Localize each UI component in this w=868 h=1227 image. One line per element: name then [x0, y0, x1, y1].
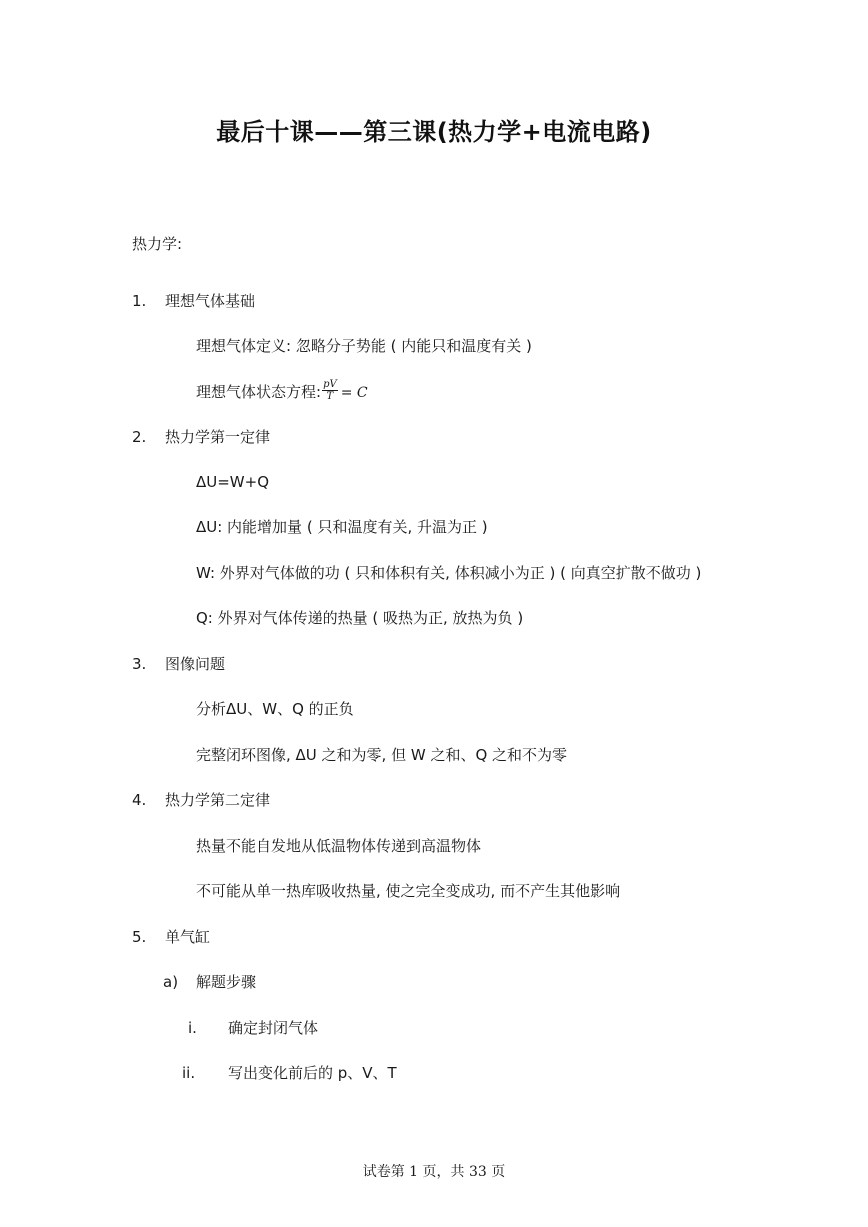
section-heading: 热力学: [132, 235, 183, 253]
item-number: 3. [132, 655, 147, 673]
item-text-line: Q: 外界对气体传递的热量 ( 吸热为正, 放热为负 ) [196, 609, 524, 627]
step-marker: i. [188, 1019, 197, 1037]
sub-item-marker: a) [163, 973, 179, 991]
item-number: 4. [132, 791, 147, 809]
item-number: 5. [132, 928, 147, 946]
equation-label: 理想气体状态方程: [196, 383, 322, 401]
item-text-line: 不可能从单一热库吸收热量, 使之完全变成功, 而不产生其他影响 [196, 882, 621, 900]
equation-fraction [322, 379, 338, 402]
page-footer: 试卷第 1 页，共 33 页 [362, 1164, 506, 1180]
document-title: 最后十课——第三课(热力学+电流电路) [216, 118, 652, 146]
item-text-line: W: 外界对气体做的功 ( 只和体积有关, 体积减小为正 ) ( 向真空扩散不做功 ) [196, 564, 702, 582]
item-heading: 热力学第二定律 [165, 791, 271, 809]
item-number: 2. [132, 428, 147, 446]
equation-rhs: = C [340, 385, 368, 401]
item-heading: 单气缸 [165, 928, 211, 946]
item-heading: 理想气体基础 [165, 292, 256, 310]
sub-item-label: 解题步骤 [196, 973, 257, 991]
step-text: 写出变化前后的 p、V、T [228, 1064, 397, 1082]
step-text: 确定封闭气体 [228, 1019, 319, 1037]
item-text-line: 热量不能自发地从低温物体传递到高温物体 [196, 837, 482, 855]
fraction-numerator: pV [323, 379, 337, 390]
item-text-line: 分析ΔU、W、Q 的正负 [196, 700, 354, 718]
item-heading: 图像问题 [165, 655, 226, 673]
item-text-line: 理想气体定义: 忽略分子势能 ( 内能只和温度有关 ) [196, 337, 532, 355]
item-heading: 热力学第一定律 [165, 428, 271, 446]
fraction-denominator: T [326, 391, 334, 402]
item-number: 1. [132, 292, 147, 310]
item-text-line: ΔU: 内能增加量 ( 只和温度有关, 升温为正 ) [196, 518, 488, 536]
item-text-line: 完整闭环图像, ΔU 之和为零, 但 W 之和、Q 之和不为零 [196, 746, 568, 764]
step-marker: ii. [182, 1064, 196, 1082]
item-text-line: ΔU=W+Q [196, 473, 270, 491]
equation-line [196, 381, 368, 404]
